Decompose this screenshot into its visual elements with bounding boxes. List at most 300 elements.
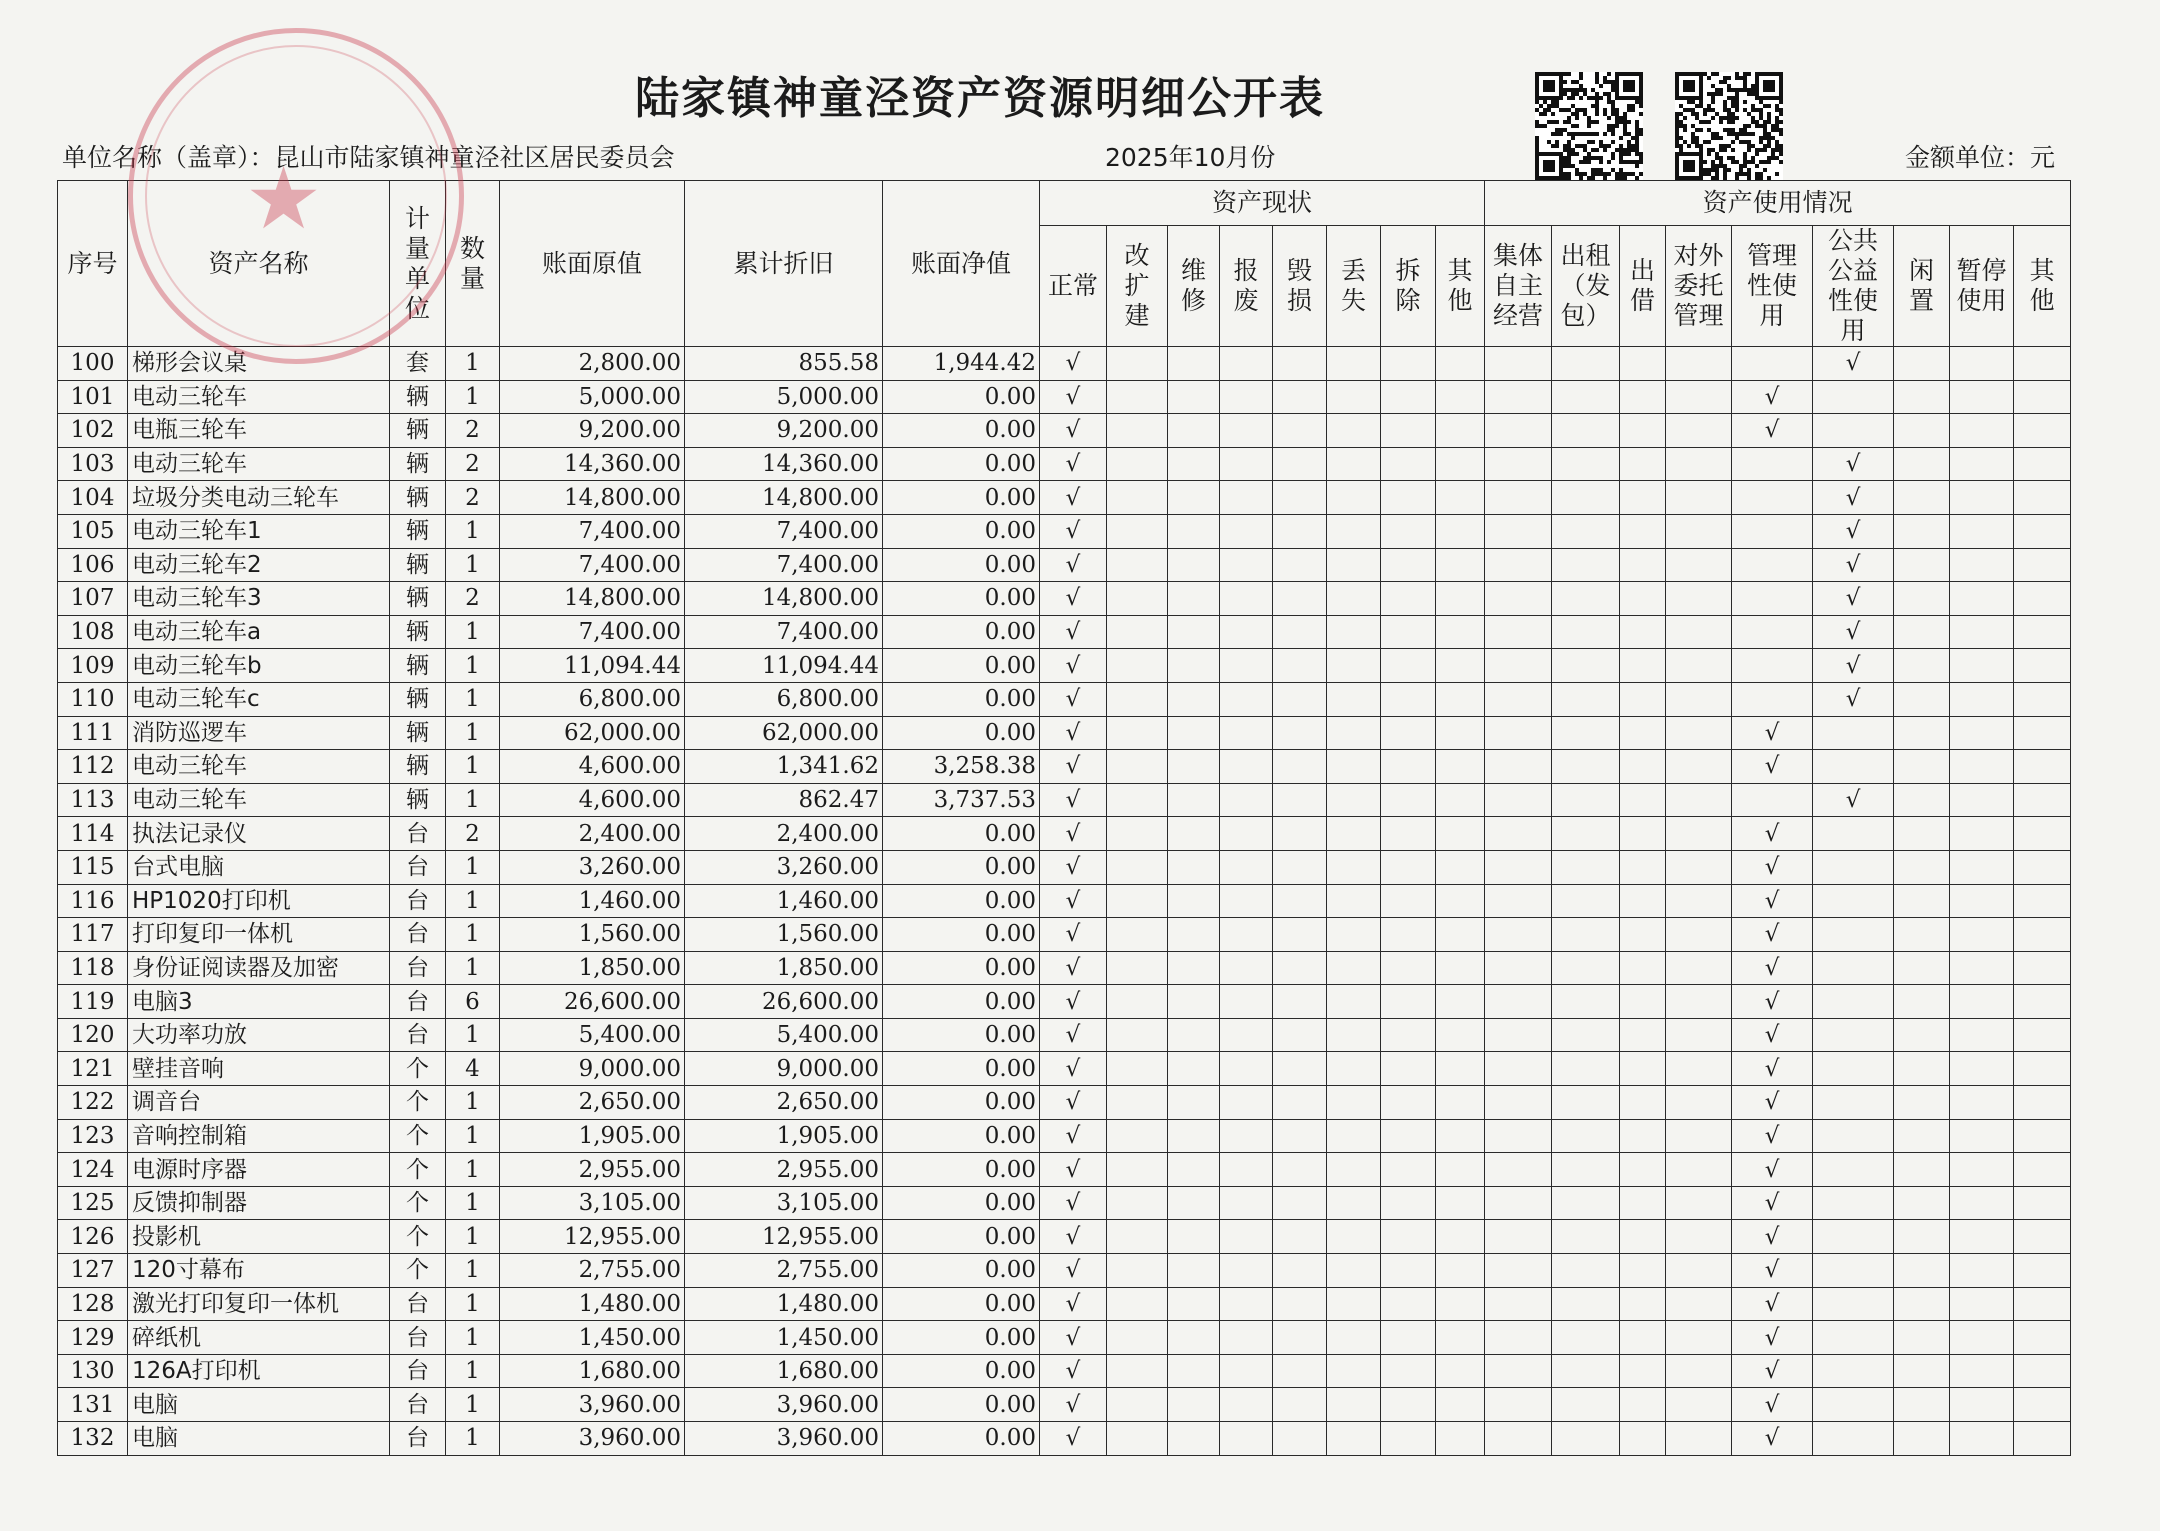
cell-usage-lease xyxy=(1552,582,1620,616)
cell-usage-lease xyxy=(1552,1052,1620,1086)
cell-unit: 台 xyxy=(390,817,446,851)
check-mark-icon: √ xyxy=(1065,1122,1081,1149)
cell-usage-loan xyxy=(1620,1186,1666,1220)
cell-status-other xyxy=(1436,850,1485,884)
cell-status-repair xyxy=(1168,1321,1220,1355)
cell-net: 0.00 xyxy=(883,850,1040,884)
check-mark-icon: √ xyxy=(1065,1324,1081,1351)
cell-usage-suspended xyxy=(1950,1388,2014,1422)
cell-net: 3,737.53 xyxy=(883,783,1040,817)
cell-status-renovated xyxy=(1107,817,1168,851)
cell-status-other xyxy=(1436,481,1485,515)
cell-net: 0.00 xyxy=(883,951,1040,985)
cell-qty: 1 xyxy=(446,1186,500,1220)
cell-usage-collective xyxy=(1485,548,1552,582)
cell-net: 0.00 xyxy=(883,481,1040,515)
cell-unit: 个 xyxy=(390,1153,446,1187)
check-mark-icon: √ xyxy=(1764,1156,1780,1183)
cell-status-lost xyxy=(1327,582,1381,616)
cell-status-normal xyxy=(1040,615,1107,649)
cell-usage-suspended xyxy=(1950,1254,2014,1288)
check-mark-icon: √ xyxy=(1065,887,1081,914)
cell-status-damaged xyxy=(1273,1287,1327,1321)
cell-status-damaged xyxy=(1273,1186,1327,1220)
cell-status-demolished xyxy=(1381,1119,1436,1153)
cell-usage-loan xyxy=(1620,783,1666,817)
cell-status-damaged xyxy=(1273,1354,1327,1388)
cell-usage-collective xyxy=(1485,514,1552,548)
col-usage-suspended-label: 暂停使用 xyxy=(1956,256,2007,315)
cell-qty: 1 xyxy=(446,1086,500,1120)
cell-status-lost xyxy=(1327,1186,1381,1220)
cell-qty: 1 xyxy=(446,347,500,381)
cell-usage-suspended xyxy=(1950,1052,2014,1086)
cell-usage-entrusted xyxy=(1666,682,1732,716)
col-usage-idle xyxy=(1894,226,1950,347)
cell-status-damaged xyxy=(1273,1119,1327,1153)
cell-status-scrapped xyxy=(1220,481,1273,515)
cell-status-demolished xyxy=(1381,783,1436,817)
cell-usage-entrusted xyxy=(1666,1018,1732,1052)
cell-status-repair xyxy=(1168,649,1220,683)
cell-status-renovated xyxy=(1107,1388,1168,1422)
cell-usage-management xyxy=(1732,1018,1813,1052)
cell-qty: 1 xyxy=(446,1422,500,1456)
unit-name-label: 单位名称（盖章）：昆山市陆家镇神童泾社区居民委员会 xyxy=(62,143,675,172)
table-row xyxy=(58,951,2071,985)
check-mark-icon: √ xyxy=(1065,988,1081,1015)
cell-status-renovated xyxy=(1107,1422,1168,1456)
cell-status-scrapped xyxy=(1220,548,1273,582)
cell-status-repair xyxy=(1168,1086,1220,1120)
col-usage-collective xyxy=(1485,226,1552,347)
cell-original: 1,850.00 xyxy=(500,951,685,985)
col-status-other xyxy=(1436,226,1485,347)
cell-usage-entrusted xyxy=(1666,783,1732,817)
cell-depreciation: 7,400.00 xyxy=(685,615,883,649)
table-row xyxy=(58,1254,2071,1288)
cell-depreciation: 2,755.00 xyxy=(685,1254,883,1288)
cell-usage-other xyxy=(2014,985,2071,1019)
cell-qty: 1 xyxy=(446,1321,500,1355)
cell-usage-lease xyxy=(1552,817,1620,851)
cell-usage-loan xyxy=(1620,1321,1666,1355)
cell-status-normal xyxy=(1040,414,1107,448)
cell-usage-suspended xyxy=(1950,548,2014,582)
cell-usage-public-welfare xyxy=(1813,850,1894,884)
cell-status-normal xyxy=(1040,481,1107,515)
cell-depreciation: 9,000.00 xyxy=(685,1052,883,1086)
cell-status-demolished xyxy=(1381,1287,1436,1321)
cell-usage-management xyxy=(1732,1153,1813,1187)
cell-qty: 1 xyxy=(446,783,500,817)
cell-name: 电动三轮车c xyxy=(128,682,390,716)
cell-usage-other xyxy=(2014,1354,2071,1388)
check-mark-icon: √ xyxy=(1764,1358,1780,1385)
cell-usage-public-welfare xyxy=(1813,985,1894,1019)
cell-status-lost xyxy=(1327,850,1381,884)
col-original: 账面原值 xyxy=(500,181,685,347)
cell-usage-suspended xyxy=(1950,1018,2014,1052)
cell-status-damaged xyxy=(1273,481,1327,515)
cell-status-damaged xyxy=(1273,548,1327,582)
cell-status-scrapped xyxy=(1220,414,1273,448)
cell-net: 0.00 xyxy=(883,514,1040,548)
check-mark-icon: √ xyxy=(1065,686,1081,713)
cell-original: 2,400.00 xyxy=(500,817,685,851)
check-mark-icon: √ xyxy=(1845,787,1861,814)
col-usage-other-label: 其他 xyxy=(2029,256,2055,315)
cell-usage-idle xyxy=(1894,817,1950,851)
cell-status-other xyxy=(1436,1018,1485,1052)
cell-status-scrapped xyxy=(1220,1086,1273,1120)
cell-status-lost xyxy=(1327,649,1381,683)
cell-status-demolished xyxy=(1381,582,1436,616)
cell-depreciation: 3,960.00 xyxy=(685,1388,883,1422)
cell-status-other xyxy=(1436,447,1485,481)
cell-usage-entrusted xyxy=(1666,985,1732,1019)
cell-usage-lease xyxy=(1552,1018,1620,1052)
cell-usage-idle xyxy=(1894,514,1950,548)
cell-depreciation: 1,341.62 xyxy=(685,750,883,784)
cell-usage-lease xyxy=(1552,716,1620,750)
cell-net: 0.00 xyxy=(883,884,1040,918)
cell-usage-other xyxy=(2014,380,2071,414)
cell-usage-collective xyxy=(1485,1153,1552,1187)
cell-status-normal xyxy=(1040,649,1107,683)
col-unit xyxy=(390,181,446,347)
cell-depreciation: 1,480.00 xyxy=(685,1287,883,1321)
cell-seq: 117 xyxy=(58,918,128,952)
cell-usage-collective xyxy=(1485,582,1552,616)
cell-usage-other xyxy=(2014,783,2071,817)
cell-usage-other xyxy=(2014,918,2071,952)
cell-status-damaged xyxy=(1273,1422,1327,1456)
cell-status-normal xyxy=(1040,1086,1107,1120)
cell-status-lost xyxy=(1327,1153,1381,1187)
cell-status-other xyxy=(1436,918,1485,952)
check-mark-icon: √ xyxy=(1845,518,1861,545)
cell-status-normal xyxy=(1040,548,1107,582)
cell-usage-management xyxy=(1732,918,1813,952)
cell-usage-idle xyxy=(1894,380,1950,414)
check-mark-icon: √ xyxy=(1764,1190,1780,1217)
cell-usage-public-welfare xyxy=(1813,380,1894,414)
cell-status-normal xyxy=(1040,380,1107,414)
cell-usage-collective xyxy=(1485,1388,1552,1422)
cell-original: 1,905.00 xyxy=(500,1119,685,1153)
cell-usage-management xyxy=(1732,582,1813,616)
cell-name: 执法记录仪 xyxy=(128,817,390,851)
cell-original: 9,000.00 xyxy=(500,1052,685,1086)
cell-status-other xyxy=(1436,682,1485,716)
cell-usage-suspended xyxy=(1950,750,2014,784)
cell-depreciation: 1,905.00 xyxy=(685,1119,883,1153)
cell-net: 0.00 xyxy=(883,649,1040,683)
cell-depreciation: 862.47 xyxy=(685,783,883,817)
cell-status-renovated xyxy=(1107,1287,1168,1321)
check-mark-icon: √ xyxy=(1065,1290,1081,1317)
cell-status-normal xyxy=(1040,1321,1107,1355)
cell-usage-suspended xyxy=(1950,1220,2014,1254)
cell-original: 62,000.00 xyxy=(500,716,685,750)
cell-unit: 台 xyxy=(390,1422,446,1456)
check-mark-icon: √ xyxy=(1065,619,1081,646)
cell-status-scrapped xyxy=(1220,951,1273,985)
cell-usage-lease xyxy=(1552,1422,1620,1456)
cell-usage-other xyxy=(2014,1220,2071,1254)
cell-status-damaged xyxy=(1273,850,1327,884)
cell-usage-suspended xyxy=(1950,582,2014,616)
cell-status-scrapped xyxy=(1220,1287,1273,1321)
cell-usage-suspended xyxy=(1950,1287,2014,1321)
table-row xyxy=(58,817,2071,851)
table-row xyxy=(58,1186,2071,1220)
check-mark-icon: √ xyxy=(1065,1190,1081,1217)
cell-original: 26,600.00 xyxy=(500,985,685,1019)
cell-status-normal xyxy=(1040,1220,1107,1254)
cell-status-renovated xyxy=(1107,750,1168,784)
cell-depreciation: 9,200.00 xyxy=(685,414,883,448)
col-name: 资产名称 xyxy=(128,181,390,347)
check-mark-icon: √ xyxy=(1065,451,1081,478)
cell-usage-loan xyxy=(1620,615,1666,649)
cell-status-renovated xyxy=(1107,649,1168,683)
cell-original: 3,960.00 xyxy=(500,1422,685,1456)
cell-usage-suspended xyxy=(1950,1422,2014,1456)
col-status-renovated xyxy=(1107,226,1168,347)
cell-usage-suspended xyxy=(1950,716,2014,750)
col-usage-idle-label: 闲置 xyxy=(1909,256,1935,315)
cell-status-normal xyxy=(1040,716,1107,750)
cell-usage-loan xyxy=(1620,750,1666,784)
cell-usage-management xyxy=(1732,447,1813,481)
cell-status-other xyxy=(1436,380,1485,414)
cell-status-damaged xyxy=(1273,1388,1327,1422)
cell-status-other xyxy=(1436,649,1485,683)
cell-status-other xyxy=(1436,1052,1485,1086)
cell-usage-management xyxy=(1732,481,1813,515)
cell-usage-collective xyxy=(1485,1018,1552,1052)
cell-usage-public-welfare xyxy=(1813,1287,1894,1321)
cell-seq: 100 xyxy=(58,347,128,381)
cell-usage-suspended xyxy=(1950,481,2014,515)
cell-usage-idle xyxy=(1894,1153,1950,1187)
cell-status-normal xyxy=(1040,1354,1107,1388)
cell-usage-suspended xyxy=(1950,1354,2014,1388)
status-group-header: 资产现状 xyxy=(1040,181,1485,226)
cell-status-renovated xyxy=(1107,1186,1168,1220)
cell-usage-management xyxy=(1732,1354,1813,1388)
cell-status-renovated xyxy=(1107,514,1168,548)
cell-usage-other xyxy=(2014,1287,2071,1321)
cell-status-demolished xyxy=(1381,1086,1436,1120)
cell-seq: 128 xyxy=(58,1287,128,1321)
cell-status-repair xyxy=(1168,1119,1220,1153)
cell-name: 调音台 xyxy=(128,1086,390,1120)
cell-usage-loan xyxy=(1620,447,1666,481)
cell-status-repair xyxy=(1168,783,1220,817)
cell-usage-lease xyxy=(1552,884,1620,918)
cell-status-lost xyxy=(1327,682,1381,716)
check-mark-icon: √ xyxy=(1065,383,1081,410)
cell-status-damaged xyxy=(1273,414,1327,448)
cell-status-normal xyxy=(1040,951,1107,985)
cell-usage-public-welfare xyxy=(1813,1321,1894,1355)
cell-usage-idle xyxy=(1894,1052,1950,1086)
cell-status-other xyxy=(1436,514,1485,548)
cell-status-repair xyxy=(1168,447,1220,481)
cell-usage-public-welfare xyxy=(1813,514,1894,548)
check-mark-icon: √ xyxy=(1845,686,1861,713)
cell-usage-other xyxy=(2014,615,2071,649)
cell-usage-management xyxy=(1732,347,1813,381)
cell-usage-suspended xyxy=(1950,951,2014,985)
cell-status-damaged xyxy=(1273,884,1327,918)
cell-status-other xyxy=(1436,1220,1485,1254)
cell-status-lost xyxy=(1327,817,1381,851)
col-usage-lease-label: 出租（发包） xyxy=(1560,241,1611,330)
check-mark-icon: √ xyxy=(1065,954,1081,981)
cell-seq: 110 xyxy=(58,682,128,716)
cell-status-demolished xyxy=(1381,682,1436,716)
cell-name: 激光打印复印一体机 xyxy=(128,1287,390,1321)
cell-status-repair xyxy=(1168,347,1220,381)
cell-status-demolished xyxy=(1381,817,1436,851)
cell-usage-other xyxy=(2014,1018,2071,1052)
col-status-lost xyxy=(1327,226,1381,347)
cell-usage-collective xyxy=(1485,380,1552,414)
check-mark-icon: √ xyxy=(1065,1358,1081,1385)
cell-original: 3,260.00 xyxy=(500,850,685,884)
cell-unit: 辆 xyxy=(390,783,446,817)
cell-usage-loan xyxy=(1620,817,1666,851)
cell-status-scrapped xyxy=(1220,716,1273,750)
cell-seq: 123 xyxy=(58,1119,128,1153)
cell-depreciation: 26,600.00 xyxy=(685,985,883,1019)
cell-usage-management xyxy=(1732,1052,1813,1086)
cell-unit: 个 xyxy=(390,1220,446,1254)
cell-status-repair xyxy=(1168,985,1220,1019)
cell-usage-loan xyxy=(1620,414,1666,448)
check-mark-icon: √ xyxy=(1065,1391,1081,1418)
cell-status-repair xyxy=(1168,615,1220,649)
cell-unit: 个 xyxy=(390,1119,446,1153)
table-row xyxy=(58,1287,2071,1321)
col-usage-management xyxy=(1732,226,1813,347)
cell-unit: 个 xyxy=(390,1254,446,1288)
cell-status-scrapped xyxy=(1220,447,1273,481)
cell-status-repair xyxy=(1168,1422,1220,1456)
cell-status-scrapped xyxy=(1220,850,1273,884)
cell-status-other xyxy=(1436,1422,1485,1456)
cell-depreciation: 14,800.00 xyxy=(685,582,883,616)
cell-usage-entrusted xyxy=(1666,1052,1732,1086)
cell-usage-suspended xyxy=(1950,347,2014,381)
report-period: 2025年10月份 xyxy=(1105,143,1276,172)
cell-status-repair xyxy=(1168,1354,1220,1388)
cell-status-damaged xyxy=(1273,1052,1327,1086)
cell-usage-lease xyxy=(1552,985,1620,1019)
cell-usage-other xyxy=(2014,951,2071,985)
col-status-normal-label: 正常 xyxy=(1047,271,1098,300)
cell-usage-entrusted xyxy=(1666,1119,1732,1153)
cell-depreciation: 7,400.00 xyxy=(685,514,883,548)
cell-usage-entrusted xyxy=(1666,918,1732,952)
table-row xyxy=(58,783,2071,817)
cell-usage-lease xyxy=(1552,548,1620,582)
cell-name: 126A打印机 xyxy=(128,1354,390,1388)
cell-status-lost xyxy=(1327,548,1381,582)
page-title: 陆家镇神童泾资产资源明细公开表 xyxy=(635,73,1325,124)
cell-qty: 1 xyxy=(446,380,500,414)
cell-original: 2,650.00 xyxy=(500,1086,685,1120)
cell-original: 2,800.00 xyxy=(500,347,685,381)
cell-usage-loan xyxy=(1620,850,1666,884)
col-status-repair-label: 维修 xyxy=(1180,256,1206,315)
cell-usage-entrusted xyxy=(1666,649,1732,683)
cell-usage-lease xyxy=(1552,1186,1620,1220)
cell-seq: 103 xyxy=(58,447,128,481)
check-mark-icon: √ xyxy=(1764,854,1780,881)
cell-usage-other xyxy=(2014,1321,2071,1355)
col-usage-suspended xyxy=(1950,226,2014,347)
col-net: 账面净值 xyxy=(883,181,1040,347)
cell-usage-idle xyxy=(1894,1321,1950,1355)
check-mark-icon: √ xyxy=(1065,484,1081,511)
cell-usage-collective xyxy=(1485,1052,1552,1086)
cell-usage-management xyxy=(1732,884,1813,918)
cell-seq: 115 xyxy=(58,850,128,884)
cell-usage-public-welfare xyxy=(1813,1186,1894,1220)
cell-seq: 121 xyxy=(58,1052,128,1086)
cell-seq: 114 xyxy=(58,817,128,851)
cell-usage-collective xyxy=(1485,750,1552,784)
cell-original: 9,200.00 xyxy=(500,414,685,448)
cell-seq: 109 xyxy=(58,649,128,683)
cell-usage-other xyxy=(2014,582,2071,616)
cell-status-damaged xyxy=(1273,750,1327,784)
cell-status-damaged xyxy=(1273,918,1327,952)
table-row xyxy=(58,347,2071,381)
cell-name: 音响控制箱 xyxy=(128,1119,390,1153)
cell-net: 0.00 xyxy=(883,1119,1040,1153)
cell-original: 1,460.00 xyxy=(500,884,685,918)
cell-status-lost xyxy=(1327,716,1381,750)
cell-usage-public-welfare xyxy=(1813,1388,1894,1422)
cell-name: 电脑 xyxy=(128,1388,390,1422)
cell-status-repair xyxy=(1168,1254,1220,1288)
cell-usage-idle xyxy=(1894,850,1950,884)
cell-depreciation: 1,560.00 xyxy=(685,918,883,952)
cell-usage-collective xyxy=(1485,447,1552,481)
cell-status-normal xyxy=(1040,514,1107,548)
cell-unit: 辆 xyxy=(390,682,446,716)
cell-status-repair xyxy=(1168,951,1220,985)
cell-usage-public-welfare xyxy=(1813,447,1894,481)
check-mark-icon: √ xyxy=(1764,988,1780,1015)
cell-seq: 124 xyxy=(58,1153,128,1187)
cell-status-renovated xyxy=(1107,1086,1168,1120)
cell-usage-idle xyxy=(1894,1287,1950,1321)
cell-usage-lease xyxy=(1552,1388,1620,1422)
cell-usage-public-welfare xyxy=(1813,615,1894,649)
cell-usage-management xyxy=(1732,1422,1813,1456)
cell-status-damaged xyxy=(1273,514,1327,548)
check-mark-icon: √ xyxy=(1845,484,1861,511)
cell-status-other xyxy=(1436,817,1485,851)
cell-status-renovated xyxy=(1107,1119,1168,1153)
